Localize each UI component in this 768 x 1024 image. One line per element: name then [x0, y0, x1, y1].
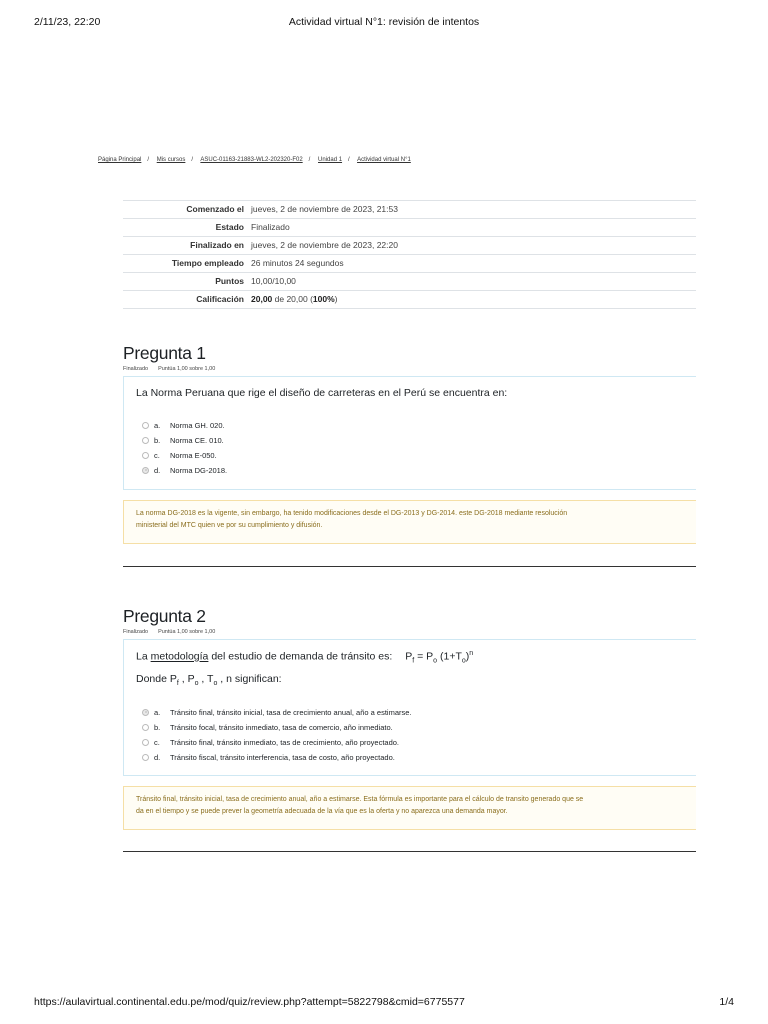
breadcrumb	[98, 157, 411, 163]
attempt-summary-table	[123, 200, 696, 309]
question-1-option-a[interactable]	[142, 421, 225, 433]
summary-value: Finalizado	[251, 222, 290, 232]
radio-button[interactable]	[142, 437, 149, 444]
question-1-option-d[interactable]	[142, 466, 227, 478]
radio-button[interactable]	[142, 724, 149, 731]
breadcrumb-my-courses-link[interactable]: Mis cursos	[156, 157, 186, 163]
summary-row-grade	[123, 291, 696, 309]
option-letter: b.	[154, 436, 161, 445]
option-letter: d.	[154, 753, 161, 762]
text-segment: , n significan:	[217, 673, 282, 685]
breadcrumb-separator: /	[191, 157, 194, 163]
breadcrumb-course-link[interactable]: ASUC-01163-21883-WL2-202320-F02	[200, 157, 303, 163]
question-2-feedback	[123, 786, 696, 830]
print-page-number: 1/4	[719, 996, 734, 1008]
question-2-option-b[interactable]	[142, 723, 393, 735]
sub-o: o	[194, 680, 199, 688]
formula-paren: (1+T	[437, 650, 462, 663]
summary-value: jueves, 2 de noviembre de 2023, 21:53	[251, 204, 398, 214]
radio-button-selected[interactable]	[142, 709, 149, 716]
option-letter: a.	[154, 708, 161, 717]
grade-of: de 20,00 (	[272, 294, 313, 304]
formula-equals: =	[414, 650, 427, 663]
question-2-option-c[interactable]	[142, 738, 399, 750]
text-underlined: metodología	[150, 650, 209, 663]
question-1-box	[123, 376, 696, 490]
formula-p: P	[405, 650, 413, 663]
print-title: Actividad virtual N°1: revisión de intentos	[288, 16, 480, 28]
option-text: Tránsito fiscal, tránsito interferencia, tasa de costo, año proyectado.	[170, 753, 395, 762]
formula-p: P	[426, 650, 434, 663]
breadcrumb-separator: /	[147, 157, 150, 163]
feedback-line: Tránsito final, tránsito inicial, tasa de crecimiento anual, año a estimarse. Esta fórmula es importante para el cálculo de transito generado que se	[136, 796, 584, 803]
question-2-box	[123, 639, 696, 776]
option-letter: d.	[154, 466, 161, 475]
option-letter: a.	[154, 421, 161, 430]
question-1-feedback	[123, 500, 696, 544]
question-mark: Puntúa 1,00 sobre 1,00	[158, 366, 216, 372]
feedback-line: ministerial del MTC quien ve por su cumplimiento y difusión.	[136, 522, 323, 529]
breadcrumb-unit-link[interactable]: Unidad 1	[318, 157, 343, 163]
question-2-title: Pregunta 2	[123, 606, 206, 626]
option-text: Norma CE. 010.	[170, 436, 224, 445]
summary-label: Puntos	[215, 276, 244, 286]
text-segment: , T	[198, 673, 214, 685]
summary-value	[244, 291, 696, 309]
breadcrumb-separator: /	[308, 157, 311, 163]
question-1-title: Pregunta 1	[123, 343, 206, 363]
question-2-option-a[interactable]	[142, 708, 412, 720]
summary-row-time-taken	[123, 255, 696, 273]
radio-button[interactable]	[142, 754, 149, 761]
breadcrumb-home-link[interactable]: Página Principal	[98, 157, 142, 163]
summary-label: Finalizado en	[190, 240, 244, 250]
formula-sub-o: o	[461, 657, 466, 665]
formula-paren: )	[465, 650, 470, 663]
radio-button[interactable]	[142, 422, 149, 429]
option-text: Tránsito final, tránsito inmediato, tas de crecimiento, año proyectado.	[170, 738, 400, 747]
breadcrumb-activity-link[interactable]: Actividad virtual N°1	[357, 157, 411, 163]
question-2-meta	[123, 629, 215, 635]
summary-label: Estado	[215, 222, 244, 232]
radio-button-selected[interactable]	[142, 467, 149, 474]
question-mark: Puntúa 1,00 sobre 1,00	[158, 629, 216, 635]
text-segment: La	[136, 650, 151, 663]
formula-sub-o: o	[433, 657, 438, 665]
breadcrumb-separator: /	[348, 157, 350, 163]
feedback-line: da en el tiempo y se puede prever la geometría adecuada de la vía que es la oferta y no aparezca una demanda mayor.	[136, 808, 508, 815]
grade-score: 20,00	[251, 294, 273, 304]
option-letter: c.	[154, 451, 160, 460]
option-letter: c.	[154, 738, 160, 747]
summary-value: jueves, 2 de noviembre de 2023, 22:20	[251, 240, 398, 250]
text-segment: Donde P	[136, 673, 177, 685]
sub-o: o	[213, 680, 218, 688]
option-letter: b.	[154, 723, 161, 732]
question-1-meta	[123, 366, 215, 372]
demand-formula	[405, 650, 473, 665]
summary-label: Comenzado el	[186, 204, 244, 214]
grade-percent: 100%	[312, 294, 335, 304]
question-1-text: La Norma Peruana que rige el diseño de carreteras en el Perú se encuentra en:	[136, 387, 508, 399]
formula-sub-f: f	[412, 657, 415, 665]
option-text: Tránsito focal, tránsito inmediato, tasa de comercio, año inmediato.	[170, 723, 393, 732]
summary-label: Tiempo empleado	[171, 258, 244, 268]
summary-label: Calificación	[196, 294, 244, 304]
question-state: Finalizado	[123, 629, 149, 635]
question-1-option-b[interactable]	[142, 436, 224, 448]
question-divider	[123, 566, 696, 567]
radio-button[interactable]	[142, 452, 149, 459]
print-header	[34, 16, 734, 30]
formula-sup-n: n	[469, 650, 474, 657]
question-state: Finalizado	[123, 366, 149, 372]
summary-row-finished	[123, 237, 696, 255]
summary-row-state	[123, 219, 696, 237]
question-2-text	[136, 650, 473, 665]
option-text: Norma E-050.	[170, 451, 217, 460]
option-text: Norma DG-2018.	[170, 466, 228, 475]
text-segment: del estudio de demanda de tránsito es:	[208, 650, 393, 663]
print-datetime: 2/11/23, 22:20	[34, 16, 101, 28]
print-footer	[34, 996, 734, 1010]
summary-row-marks	[123, 273, 696, 291]
question-divider	[123, 851, 696, 852]
grade-close: )	[334, 294, 338, 304]
question-2-text-2	[136, 673, 282, 687]
summary-row-started	[123, 201, 696, 219]
feedback-line: La norma DG-2018 es la vigente, sin embargo, ha tenido modificaciones desde el DG-2013 y DG-2014. este DG-2018 mediante resolución	[136, 510, 568, 517]
question-2-option-d[interactable]	[142, 753, 395, 765]
option-text: Norma GH. 020.	[170, 421, 225, 430]
radio-button[interactable]	[142, 739, 149, 746]
print-url: https://aulavirtual.continental.edu.pe/mod/quiz/review.php?attempt=5822798&cmid=6775577	[34, 996, 465, 1008]
summary-value: 26 minutos 24 segundos	[251, 258, 344, 268]
text-segment: , P	[178, 673, 195, 685]
option-text: Tránsito final, tránsito inicial, tasa de crecimiento anual, año a estimarse.	[170, 708, 412, 717]
sub-f: f	[176, 680, 179, 688]
summary-value: 10,00/10,00	[251, 276, 296, 286]
question-1-option-c[interactable]	[142, 451, 217, 463]
